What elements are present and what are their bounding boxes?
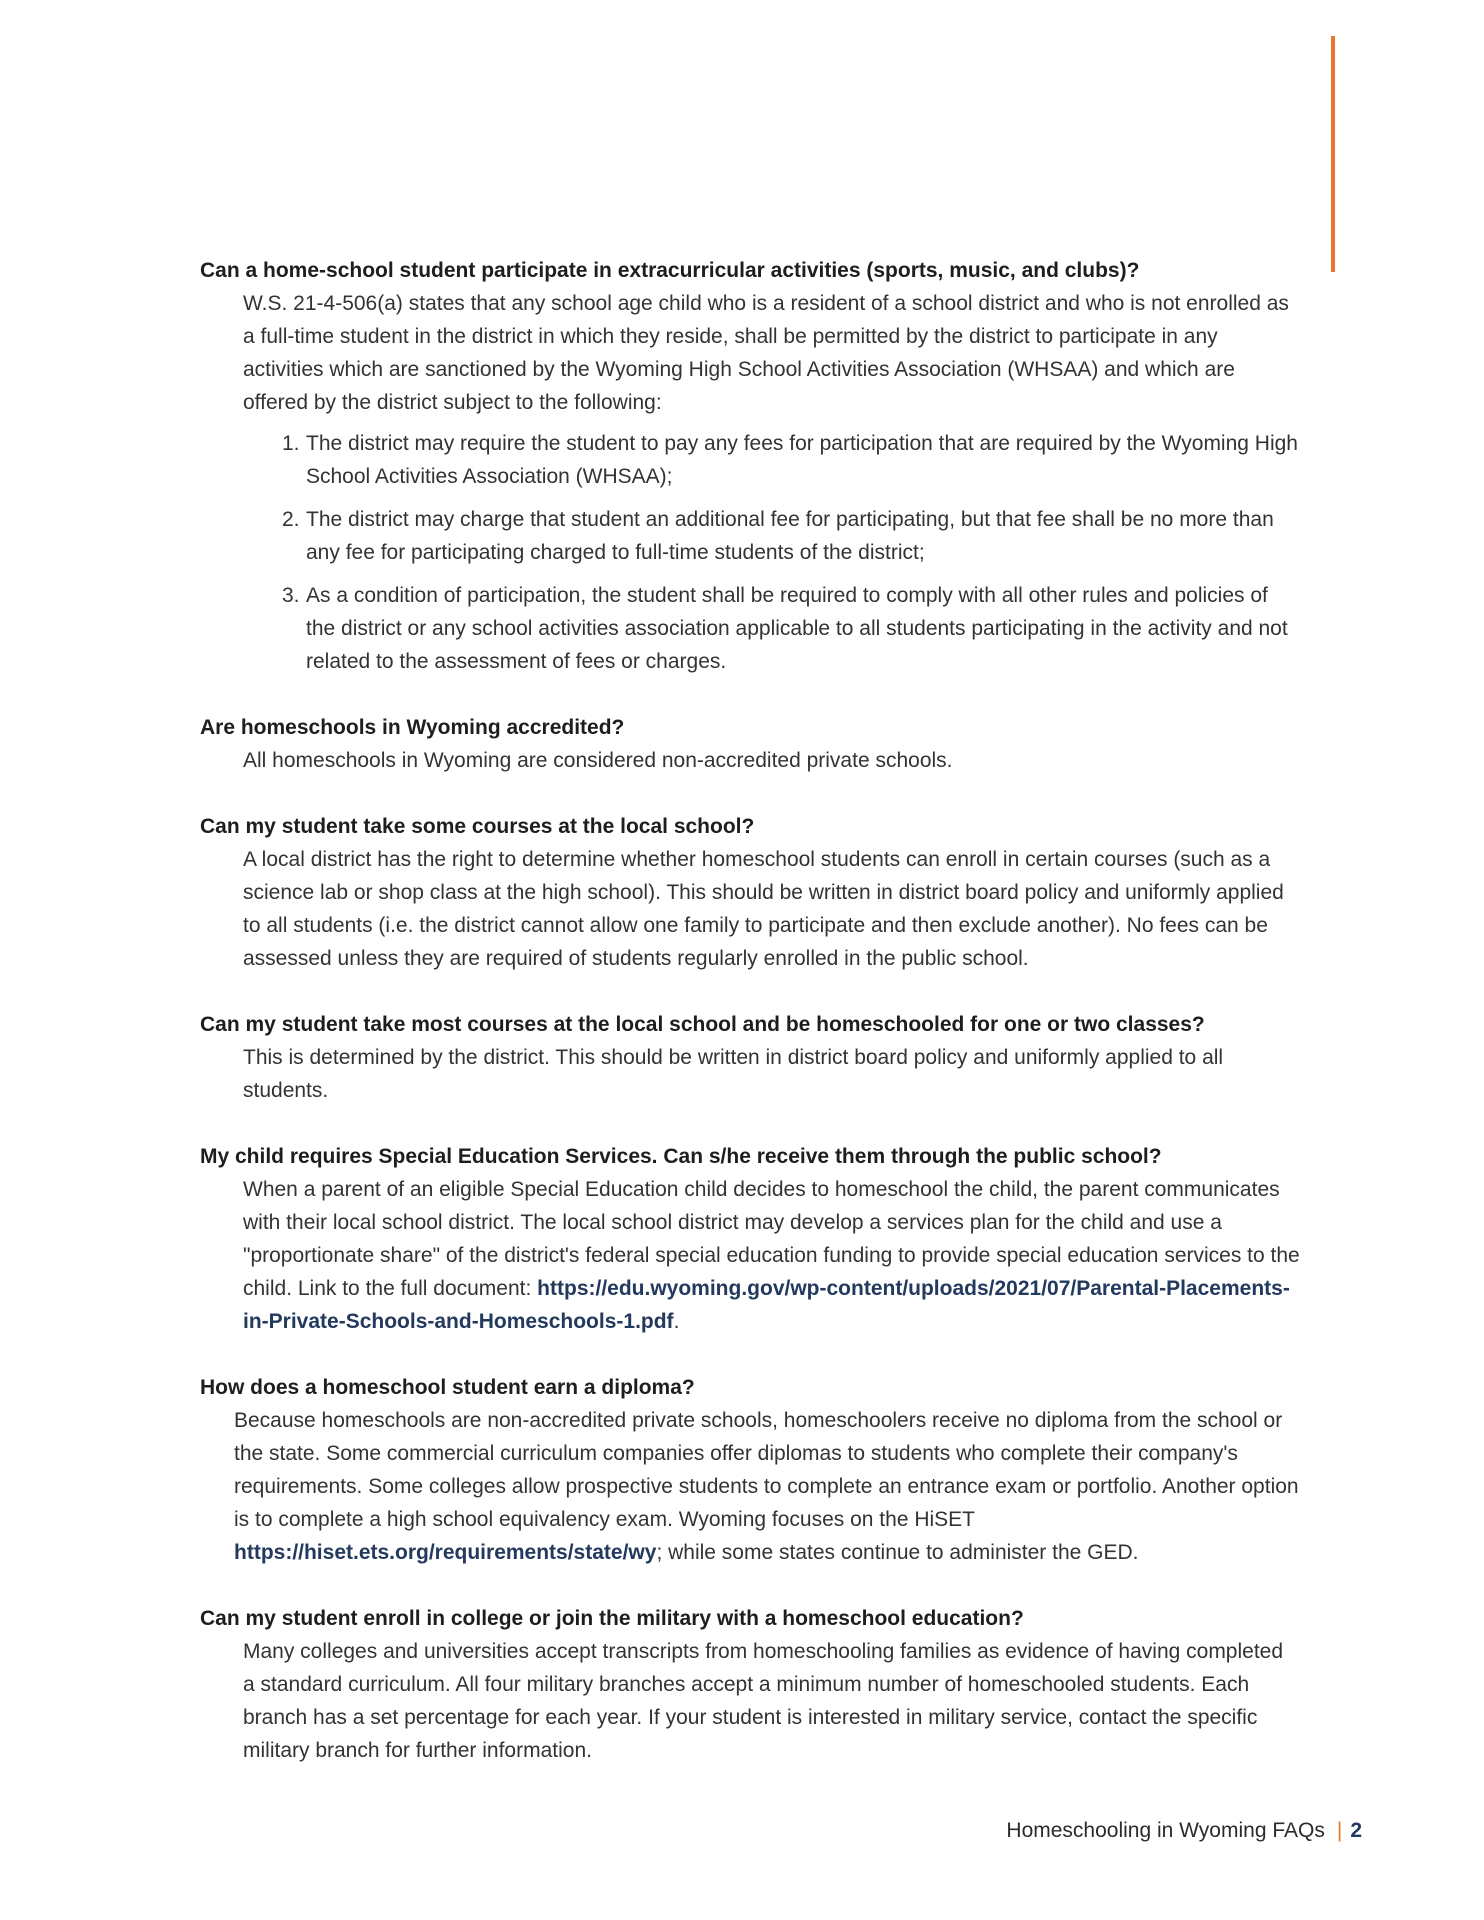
list-item bbox=[200, 503, 1300, 569]
answer-text-end: . bbox=[673, 1310, 680, 1333]
faq-question: Can my student enroll in college or join the military with a homeschool education? bbox=[200, 1607, 1024, 1630]
faq-answer bbox=[243, 1173, 1300, 1338]
faq-answer: W.S. 21-4-506(a) states that any school age child who is a resident of a school district and who is not enrolled as a full-time student in the district in which they reside, shall be permitted by the district to participate in any activities which are sanctioned by the Wyoming High School Activities Association (WHSAA) and which are offered by the district subject to the following: bbox=[243, 292, 1289, 414]
faq-question: Are homeschools in Wyoming accredited? bbox=[200, 716, 625, 739]
list-number: 2. bbox=[282, 508, 300, 531]
faq-special-education bbox=[200, 1140, 1300, 1338]
faq-accreditation bbox=[200, 711, 1300, 777]
list-number: 1. bbox=[282, 432, 300, 455]
page-footer bbox=[1006, 1816, 1362, 1846]
faq-extracurricular bbox=[200, 254, 1300, 678]
list-text: The district may charge that student an additional fee for participating, but that fee shall be no more than any fee for participating charged to full-time students of the district; bbox=[306, 508, 1274, 564]
faq-question: Can my student take some courses at the local school? bbox=[200, 815, 755, 838]
faq-answer: Many colleges and universities accept transcripts from homeschooling families as evidence of having completed a standard curriculum. All four military branches accept a minimum number of homeschooled students. Each branch has a set percentage for each year. If your student is interested in military service, contact the specific military branch for further information. bbox=[243, 1640, 1284, 1762]
list-text: As a condition of participation, the student shall be required to comply with all other rules and policies of the district or any school activities association applicable to all students participating in the activity and not related to the assessment of fees or charges. bbox=[306, 584, 1288, 673]
faq-answer: A local district has the right to determine whether homeschool students can enroll in certain courses (such as a science lab or shop class at the high school). This should be written in district board policy and uniformly applied to all students (i.e. the district cannot allow one family to participate and then exclude another). No fees can be assessed unless they are required of students regularly enrolled in the public school. bbox=[243, 848, 1284, 970]
faq-answer: This is determined by the district. This should be written in district board policy and uniformly applied to all students. bbox=[243, 1046, 1224, 1102]
accent-bar bbox=[1331, 36, 1335, 272]
hiset-requirements-link[interactable]: https://hiset.ets.org/requirements/state/wy bbox=[234, 1541, 657, 1564]
answer-text: When a parent of an eligible Special Education child decides to homeschool the child, the parent communicates with their local school district. The local school district may develop a services plan for the child and use a "proportionate share" of the district's federal special education funding to provide special education services to the child. Link to the full document: bbox=[243, 1178, 1300, 1300]
faq-question: How does a homeschool student earn a diploma? bbox=[200, 1376, 695, 1399]
faq-answer bbox=[234, 1404, 1300, 1569]
faq-most-courses bbox=[200, 1008, 1300, 1107]
list-text: The district may require the student to pay any fees for participation that are required by the Wyoming High School Activities Association (WHSAA); bbox=[306, 432, 1298, 488]
list-number: 3. bbox=[282, 584, 300, 607]
faq-diploma bbox=[200, 1371, 1300, 1569]
list-item bbox=[200, 427, 1300, 493]
faq-content bbox=[200, 254, 1300, 1800]
list-item bbox=[200, 579, 1300, 678]
answer-text-end: ; while some states continue to administer the GED. bbox=[656, 1541, 1139, 1564]
faq-college-military bbox=[200, 1602, 1300, 1767]
faq-question: Can a home-school student participate in extracurricular activities (sports, music, and clubs)? bbox=[200, 259, 1140, 282]
faq-answer: All homeschools in Wyoming are considered non-accredited private schools. bbox=[243, 749, 953, 772]
page-number: 2 bbox=[1350, 1819, 1362, 1842]
footer-separator: | bbox=[1336, 1819, 1343, 1842]
footer-title: Homeschooling in Wyoming FAQs bbox=[1006, 1819, 1325, 1842]
special-education-document-link[interactable]: https://edu.wyoming.gov/wp-content/uploads/2021/07/Parental-Placements-in-Private-Schools-and-Homeschools-1.pdf bbox=[243, 1277, 1290, 1333]
answer-text: Because homeschools are non-accredited private schools, homeschoolers receive no diploma from the school or the state. Some commercial curriculum companies offer diplomas to students who complete their company's requirements. Some colleges allow prospective students to complete an entrance exam or portfolio. Another option is to complete a high school equivalency exam. Wyoming focuses on the HiSET bbox=[234, 1409, 1299, 1531]
conditions-list bbox=[200, 427, 1300, 678]
faq-question: Can my student take most courses at the local school and be homeschooled for one or two classes? bbox=[200, 1013, 1205, 1036]
faq-some-courses bbox=[200, 810, 1300, 975]
faq-question: My child requires Special Education Services. Can s/he receive them through the public school? bbox=[200, 1145, 1162, 1168]
